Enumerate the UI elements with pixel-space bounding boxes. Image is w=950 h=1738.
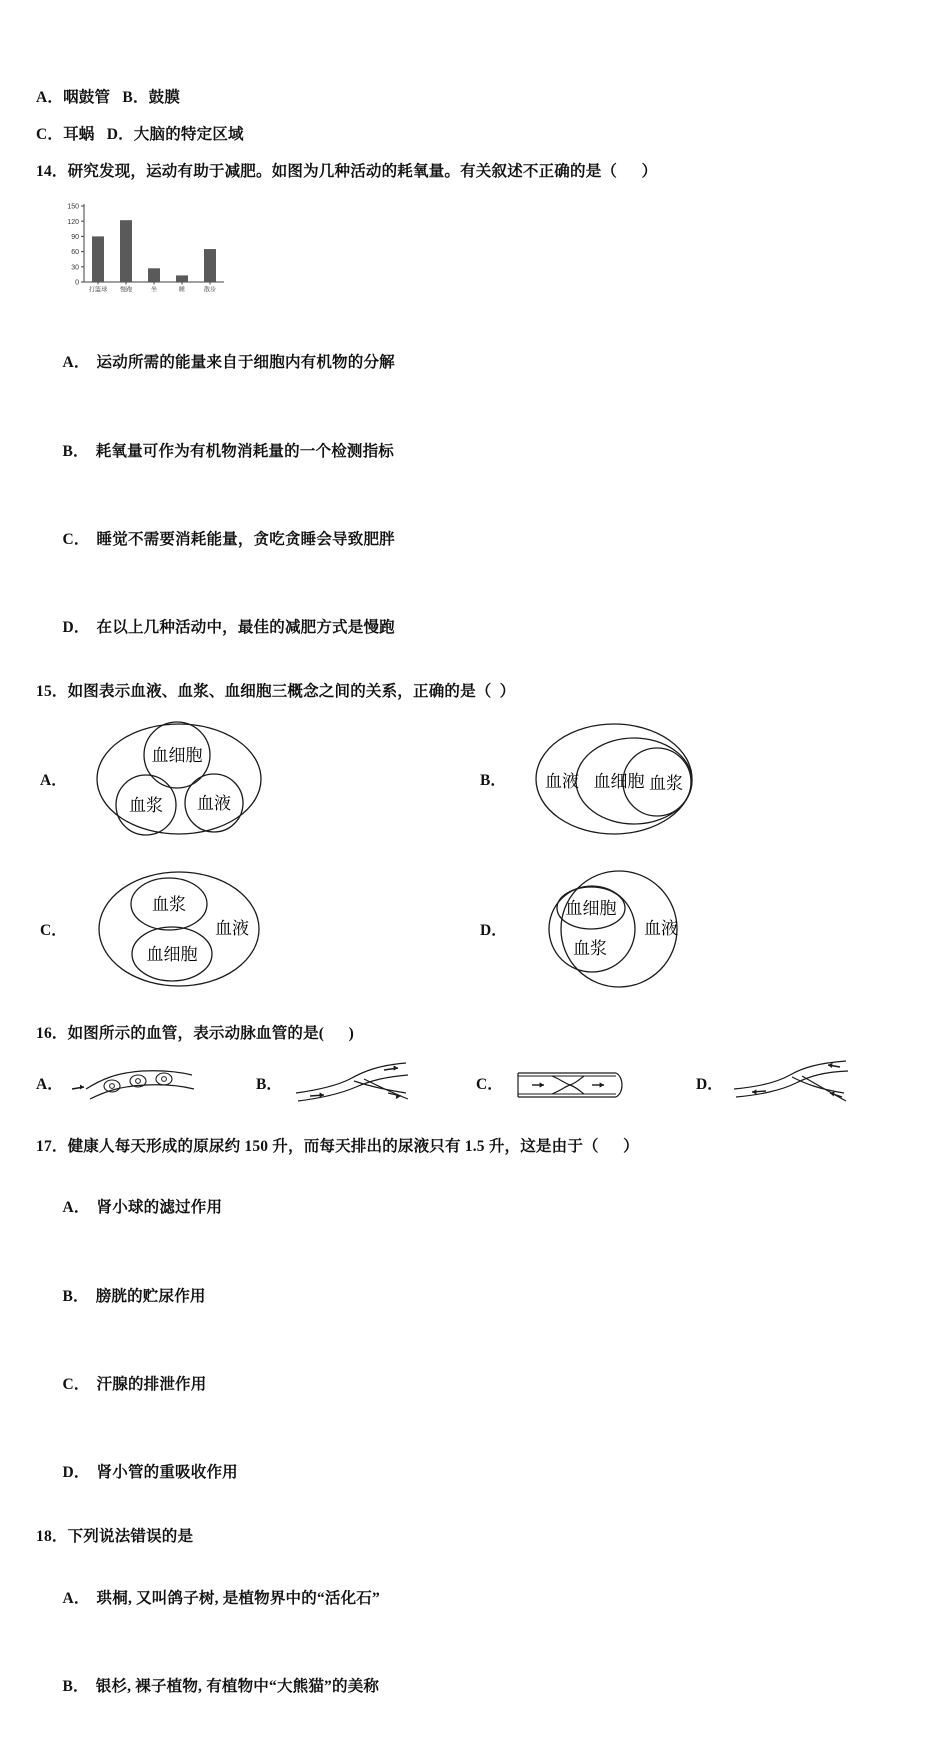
q15-b-term-blood: 血液	[545, 771, 579, 791]
x-tick-label: 打篮球	[88, 286, 108, 294]
q15-c-term-blood: 血液	[215, 918, 249, 938]
q13-option-cd: C．耳蜗 D．大脑的特定区域	[36, 125, 244, 143]
q15-option-b	[476, 717, 916, 842]
q14-option-b-label: B．	[62, 442, 89, 460]
q14-oxygen-consumption-bar-chart	[42, 196, 232, 304]
page-content	[36, 86, 916, 1738]
q15-a-term-cells: 血细胞	[151, 745, 203, 765]
q16-option-b-label: B．	[256, 1075, 282, 1093]
q14-option-a-label: A．	[62, 354, 90, 372]
q14-option-b	[36, 415, 916, 489]
q18-option-a	[36, 1562, 916, 1636]
q17-option-c-text: 汗腺的排泄作用	[96, 1375, 207, 1393]
q15-b-term-plasma: 血浆	[649, 773, 683, 793]
q18-option-b-label: B．	[62, 1677, 89, 1695]
q17-option-b-label: B．	[62, 1287, 89, 1305]
q17-option-a	[36, 1171, 916, 1245]
y-tick-label: 60	[71, 249, 79, 257]
q17-option-c	[36, 1348, 916, 1422]
q16-stem: 16．如图所示的血管，表示动脉血管的是( )	[36, 1024, 354, 1042]
y-tick-label: 90	[71, 234, 79, 242]
q15-option-b-label: B．	[480, 772, 506, 790]
y-tick-label: 0	[75, 279, 79, 287]
q17-option-a-label: A．	[62, 1199, 90, 1217]
q15-option-d-diagram	[514, 864, 729, 994]
q14-option-d-label: D．	[62, 619, 90, 637]
q13-option-ab: A．咽鼓管 B．鼓膜	[36, 89, 181, 106]
q14-option-d	[36, 592, 916, 666]
q15-option-c-diagram	[74, 864, 289, 994]
q17-option-a-text: 肾小球的滤过作用	[96, 1199, 223, 1217]
q15-options-row-2	[36, 864, 916, 994]
q16-option-b	[256, 1059, 476, 1107]
q17-option-d-text: 肾小管的重吸收作用	[96, 1464, 238, 1482]
q15-option-a	[36, 717, 476, 842]
q15-stem: 15．如图表示血液、血浆、血细胞三概念之间的关系，正确的是（ ）	[36, 682, 516, 700]
q18-option-b	[36, 1650, 916, 1724]
q17-option-d	[36, 1437, 916, 1511]
q18-option-a-text: 珙桐, 又叫鸽子树, 是植物界中的“活化石”	[96, 1589, 380, 1607]
y-tick-label: 150	[67, 203, 79, 211]
q15-c-term-cells: 血细胞	[146, 944, 198, 964]
q18-option-b-text: 银杉, 裸子植物, 有植物中“大熊猫”的美称	[95, 1677, 380, 1695]
q15-option-b-diagram	[514, 717, 729, 842]
q15-option-c	[36, 864, 476, 994]
q16-option-c	[476, 1059, 696, 1107]
x-tick-label: 散步	[203, 286, 217, 294]
q15-option-d-label: D．	[480, 921, 507, 939]
q14-option-a-text: 运动所需的能量来自于细胞内有机物的分解	[96, 354, 395, 372]
q15-c-term-plasma: 血浆	[152, 894, 186, 914]
q16-options-row	[36, 1059, 916, 1107]
bar-chart-svg	[42, 196, 232, 304]
q16-option-a	[36, 1059, 256, 1107]
q16-option-d-label: D．	[696, 1075, 723, 1093]
y-tick-label: 30	[71, 264, 79, 272]
x-tick-label: 睡	[178, 286, 186, 294]
q15-a-term-plasma: 血浆	[129, 795, 163, 815]
bar	[176, 276, 188, 283]
q18-stem: 18．下列说法错误的是	[36, 1527, 194, 1545]
q15-d-term-cells: 血细胞	[565, 898, 617, 918]
q15-a-term-blood: 血液	[197, 793, 231, 813]
q15-d-term-plasma: 血浆	[573, 938, 607, 958]
y-tick-label: 120	[67, 219, 79, 227]
q18-option-a-label: A．	[62, 1589, 90, 1607]
q17-option-b-text: 膀胱的贮尿作用	[95, 1287, 206, 1305]
q15-b-term-cells: 血细胞	[593, 771, 645, 791]
q15-option-c-label: C．	[40, 921, 67, 939]
q15-option-a-diagram	[74, 717, 289, 842]
q14-option-d-text: 在以上几种活动中，最佳的减肥方式是慢跑	[96, 619, 395, 637]
bar	[92, 237, 104, 283]
q14-option-c-text: 睡觉不需要消耗能量，贪吃贪睡会导致肥胖	[96, 530, 395, 548]
x-tick-label: 坐	[150, 286, 158, 294]
q15-option-a-label: A．	[40, 772, 67, 790]
q17-option-c-label: C．	[62, 1375, 90, 1393]
q16-option-c-label: C．	[476, 1075, 503, 1093]
converging-vessel-icon	[728, 1059, 858, 1107]
q15-options-row-1	[36, 717, 916, 842]
q14-option-a	[36, 326, 916, 400]
bar	[120, 221, 132, 283]
q14-stem: 14．研究发现，运动有助于减肥。如图为几种活动的耗氧量。有关叙述不正确的是（ ）	[36, 162, 658, 180]
q16-option-a-label: A．	[36, 1075, 63, 1093]
bar	[148, 269, 160, 283]
bar	[204, 249, 216, 282]
q17-option-b	[36, 1260, 916, 1334]
q16-option-d	[696, 1059, 916, 1107]
x-tick-label: 慢跑	[119, 286, 133, 294]
q14-option-c	[36, 503, 916, 577]
q15-d-term-blood: 血液	[644, 918, 678, 938]
vein-with-valves-icon	[508, 1059, 638, 1107]
capillary-icon	[68, 1059, 198, 1107]
q17-stem: 17．健康人每天形成的原尿约 150 升，而每天排出的尿液只有 1.5 升，这是由于（ ）	[36, 1137, 639, 1155]
q17-option-d-label: D．	[62, 1464, 90, 1482]
q14-option-c-label: C．	[62, 530, 90, 548]
branching-vessel-icon	[288, 1059, 418, 1107]
q14-option-b-text: 耗氧量可作为有机物消耗量的一个检测指标	[95, 442, 395, 460]
q15-option-d	[476, 864, 916, 994]
